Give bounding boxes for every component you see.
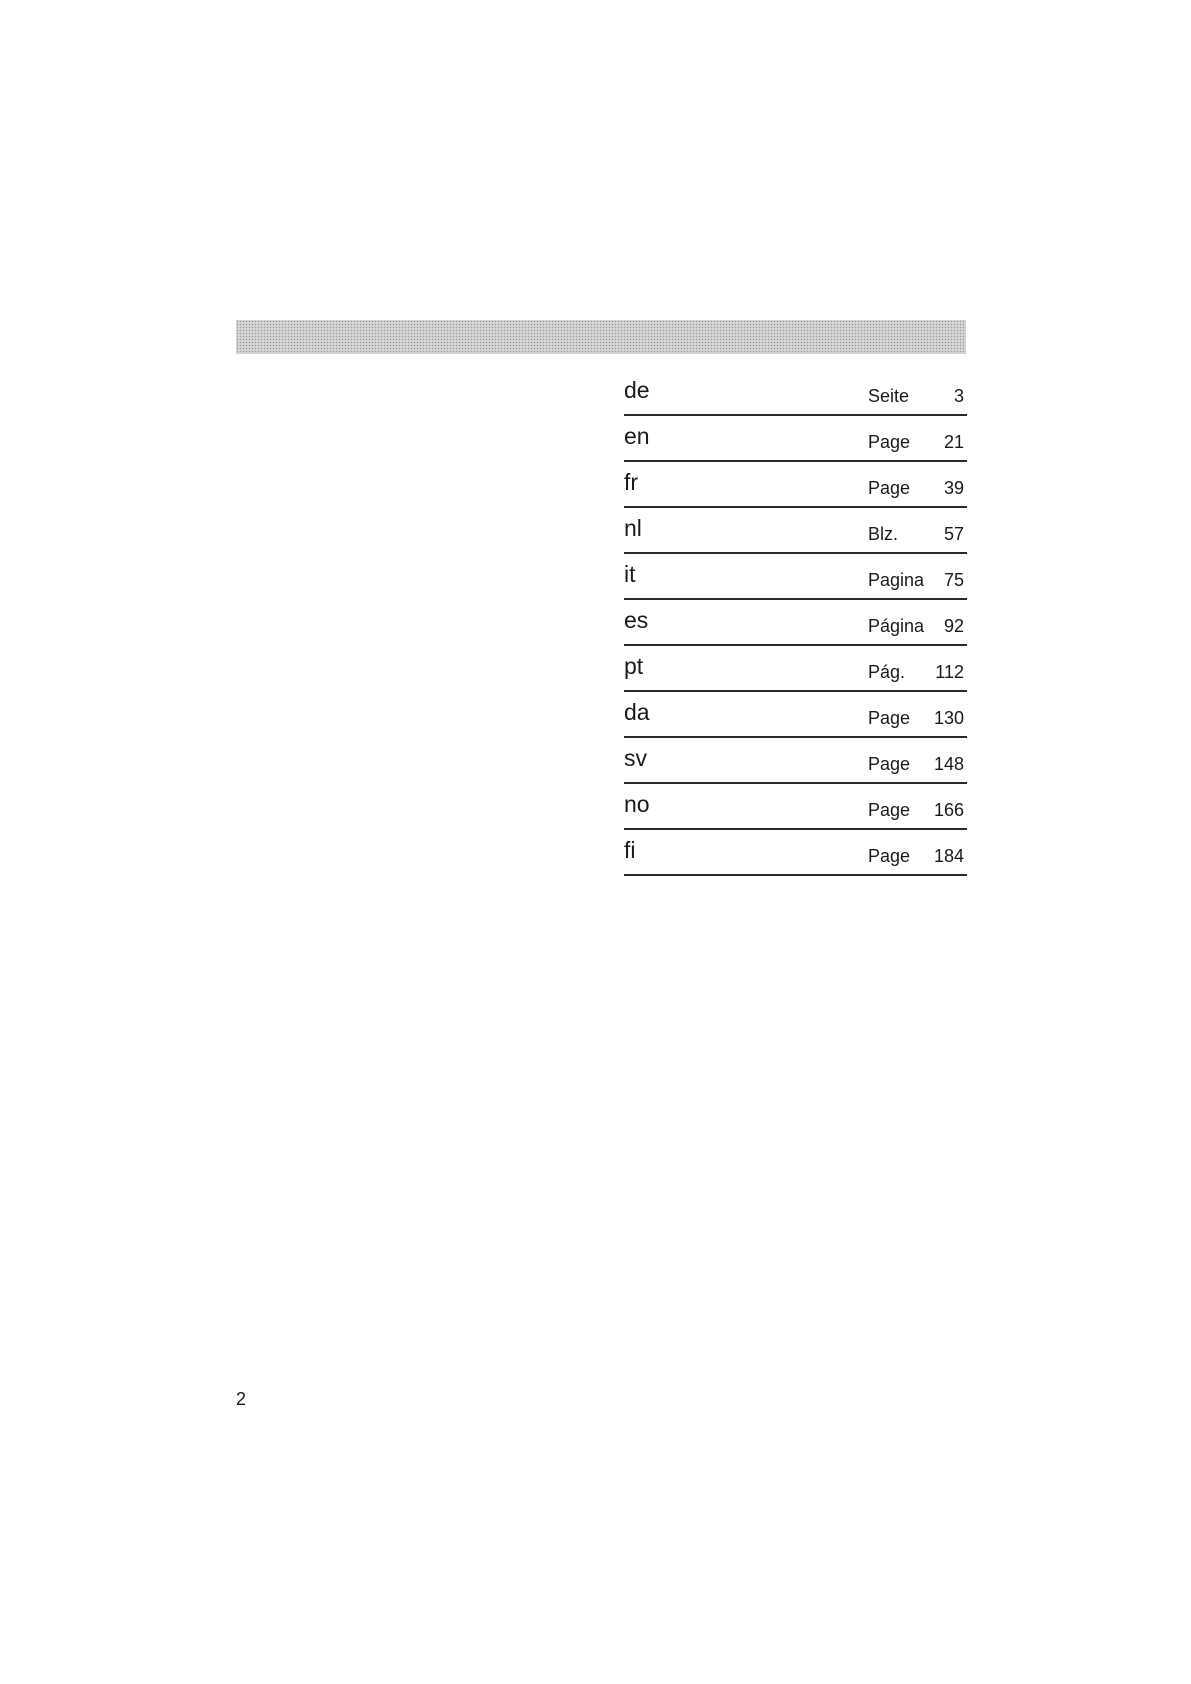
page-word: Page	[868, 846, 911, 866]
language-code: en	[624, 423, 650, 449]
page-word: Pagina	[868, 570, 925, 590]
language-code: es	[624, 607, 649, 633]
page-ref: 39	[943, 478, 964, 498]
language-toc	[624, 370, 967, 876]
page-ref: 112	[935, 662, 964, 682]
page-ref: 3	[953, 386, 964, 406]
language-code: fr	[624, 469, 639, 495]
page-ref: 148	[933, 754, 964, 774]
page-number: 2	[236, 1389, 247, 1409]
language-code: nl	[624, 515, 642, 541]
page-word: Page	[868, 478, 911, 498]
page-word: Página	[868, 616, 925, 636]
page-ref: 130	[933, 708, 964, 728]
toc-row-it[interactable]	[624, 554, 967, 600]
toc-row-nl[interactable]	[624, 508, 967, 554]
page-ref: 184	[933, 846, 964, 866]
language-code: fi	[624, 837, 636, 863]
page-word: Page	[868, 754, 911, 774]
toc-row-no[interactable]	[624, 784, 967, 830]
page-ref: 75	[943, 570, 964, 590]
toc-row-sv[interactable]	[624, 738, 967, 784]
page-word: Seite	[868, 386, 910, 406]
toc-row-fr[interactable]	[624, 462, 967, 508]
language-code: da	[624, 699, 650, 725]
page-word: Pág.	[868, 662, 906, 682]
page-word: Page	[868, 708, 911, 728]
toc-row-de[interactable]	[624, 370, 967, 416]
language-code: de	[624, 377, 650, 403]
page-ref: 92	[943, 616, 964, 636]
toc-row-da[interactable]	[624, 692, 967, 738]
page-word: Page	[868, 432, 911, 452]
language-code: pt	[624, 653, 644, 679]
language-code: no	[624, 791, 650, 817]
header-bar	[236, 320, 966, 354]
toc-row-fi[interactable]	[624, 830, 967, 876]
language-code: sv	[624, 745, 647, 771]
toc-row-es[interactable]	[624, 600, 967, 646]
page-ref: 21	[943, 432, 964, 452]
toc-row-en[interactable]	[624, 416, 967, 462]
page-ref: 166	[933, 800, 964, 820]
page-ref: 57	[943, 524, 964, 544]
page-word: Page	[868, 800, 911, 820]
page-word: Blz.	[868, 524, 899, 544]
language-code: it	[624, 561, 636, 587]
toc-row-pt[interactable]	[624, 646, 967, 692]
